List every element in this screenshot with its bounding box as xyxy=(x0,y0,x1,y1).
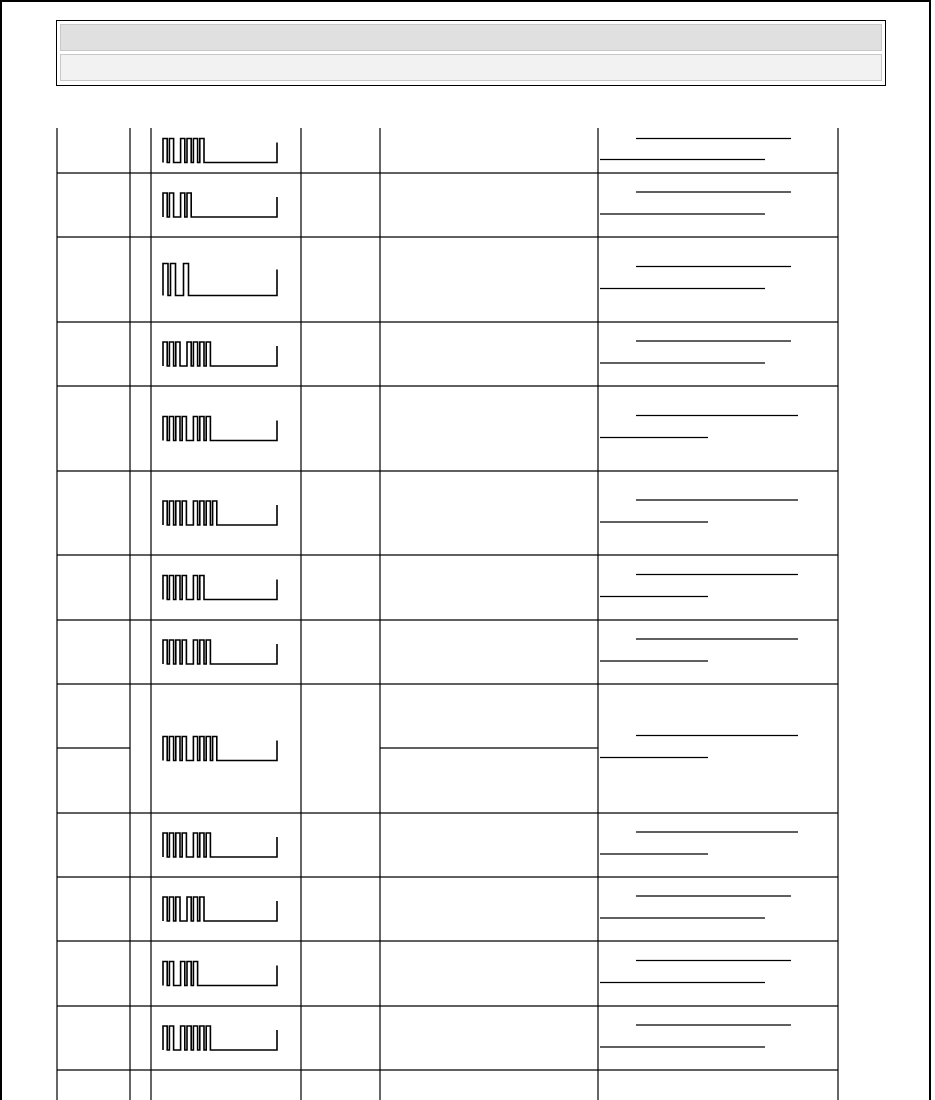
pulse-waveform-diagram xyxy=(163,640,277,664)
pulse-waveform-diagram xyxy=(163,737,277,761)
pulse-waveform-diagram xyxy=(163,139,277,163)
pulse-waveform-diagram xyxy=(163,193,277,217)
pulse-waveform-diagram xyxy=(163,264,277,296)
pulse-waveform-diagram xyxy=(163,1026,277,1050)
pulse-waveform-diagram xyxy=(163,501,277,525)
pulse-waveform-diagram xyxy=(163,417,277,441)
pulse-waveform-diagram xyxy=(163,962,277,986)
pulse-waveform-diagram xyxy=(163,897,277,921)
pulse-waveform-diagram xyxy=(163,576,277,600)
pulse-waveform-diagram xyxy=(163,342,277,366)
pulse-waveform-diagram xyxy=(163,833,277,857)
